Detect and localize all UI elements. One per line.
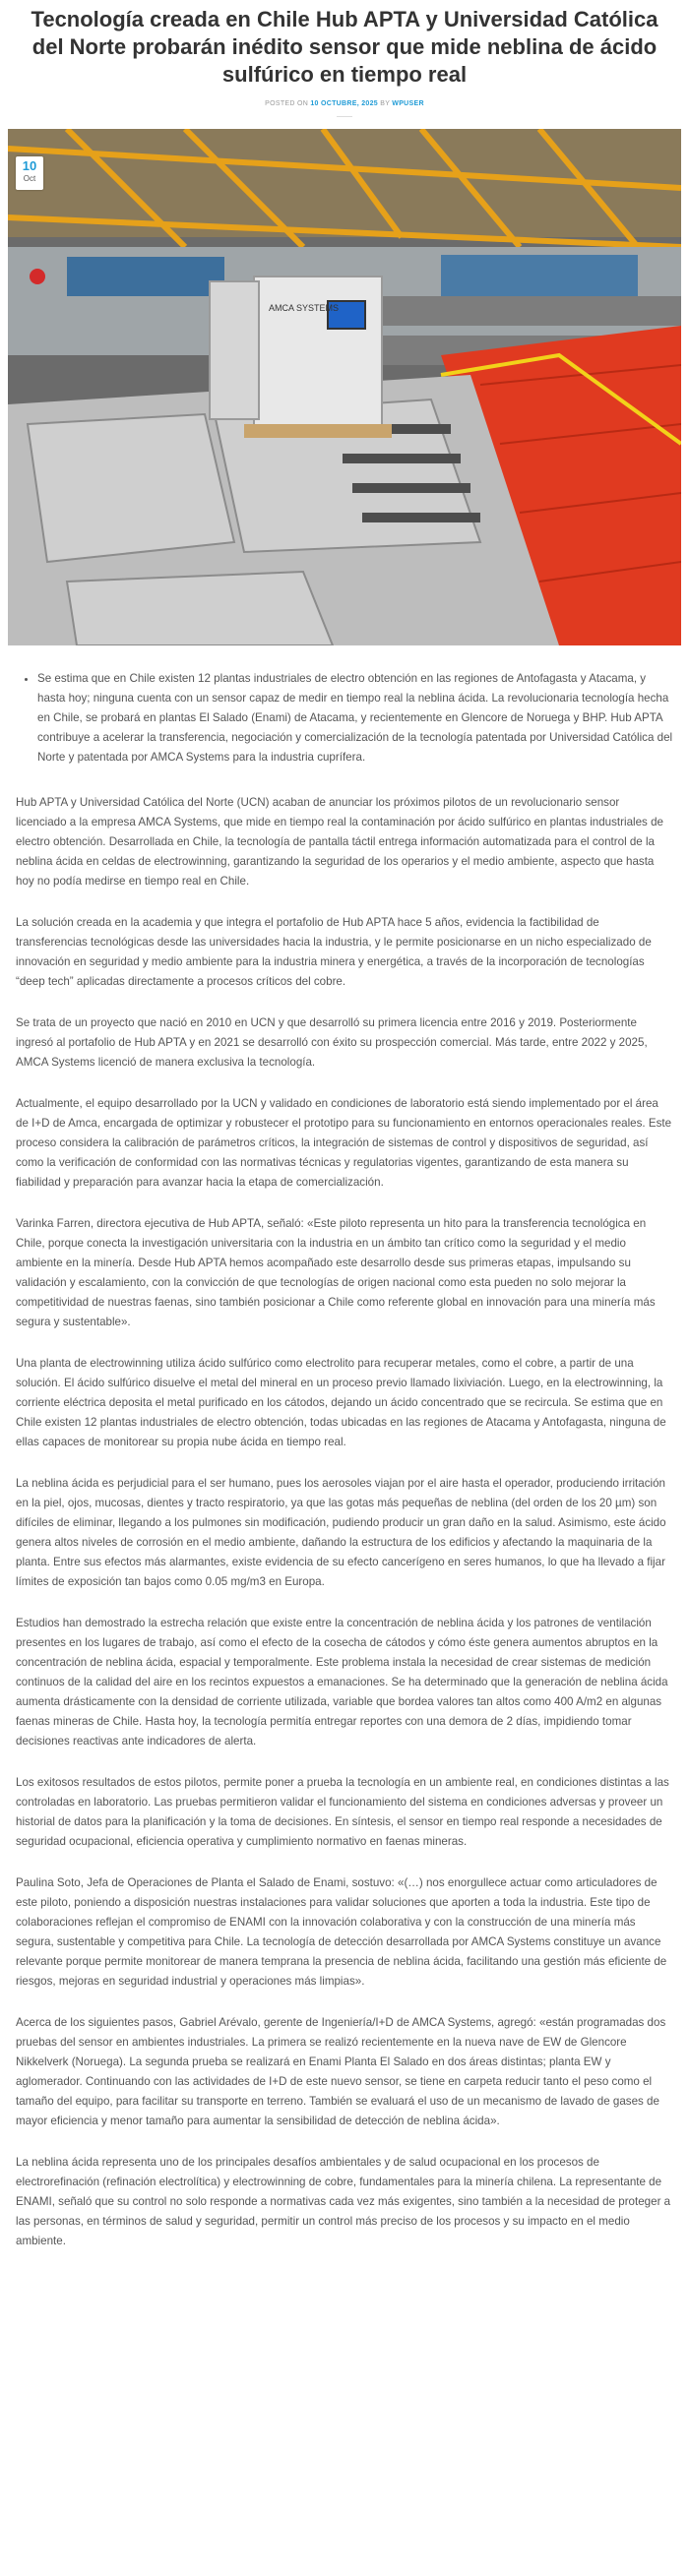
post-meta [0,98,689,110]
paragraph: Se trata de un proyecto que nació en 2010 en UCN y que desarrolló su primera licencia entre 2016 y 2019. Posteriormente ingresó al portafolio de Hub APTA y en 2021 se desarrolló con éxito su prospección comercial. Más tarde, entre 2022 y 2025, AMCA Systems licenció de manera exclusiva la tecnología. [16,1016,648,1069]
paragraph: La solución creada en la academia y que integra el portafolio de Hub APTA hace 5 años, evidencia la factibilidad de transferencias tecnológicas desde las universidades hacia la industria, y le permite posicionarse en un nicho especializado de innovación en seguridad y medio ambiente para la industria minera y energética, a través de la incorporación de tecnologías “deep tech” aplicadas directamente a procesos críticos del cobre. [16,916,652,988]
electrowinning-plant-illustration [8,129,681,645]
summary-bullet: • Se estima que en Chile existen 12 plantas industriales de electro obtención en las regiones de Antofagasta y Atacama, y hasta hoy; ninguna cuenta con un sensor capaz de medir en tiempo real la neblina ácida. La revolucionaria tecnología hecha en Chile, se probará en plantas El Salado (Enami) de Atacama, y recientemente en Glencore de Noruega y BHP. Hub APTA contribuye a acelerar la transferencia, negociación y comercialización de la tecnología patentada por Universidad Católica del Norte y patentada por AMCA Systems para la industria cuprífera. [37,669,673,767]
paragraph: Hub APTA y Universidad Católica del Norte (UCN) acaban de anunciar los próximos pilotos de un revolucionario sensor licenciado a la empresa AMCA Systems, que mide en tiempo real la contaminación por ácido sulfúrico en plantas industriales de electro obtención. Desarrollada en Chile, la tecnología de pantalla táctil entrega información automatizada para el control de la neblina ácida en celdas de electrowinning, garantizando la seguridad de los operarios y el medio ambiente, aspecto que hasta hoy no podía medirse en tiempo real en Chile. [16,796,663,888]
sensor-box-label: AMCA SYSTEMS [269,303,340,313]
paragraph: Actualmente, el equipo desarrollado por la UCN y validado en condiciones de laboratorio está siendo implementado por el área de I+D de Amca, encargada de optimizar y robustecer el prototipo para su funcionamiento en entornos operacionales reales. Este proceso considera la calibración de parámetros críticos, la integración de sistemas de control y dispositivos de seguridad, así como la verificación de conformidad con las normativas técnicas y regulatorias vigentes, garantizando de esta manera su fiabilidad y preparación para avanzar hacia la etapa de comercialización. [16,1097,672,1189]
summary-bullets [16,669,673,767]
paragraph: Los exitosos resultados de estos pilotos, permite poner a prueba la tecnología en un ambiente real, en condiciones distintas a las controladas en laboratorio. Las pruebas permitieron validar el funcionamiento del sistema en condiciones adversas y proveer un historial de datos para la planificación y la toma de decisiones. En síntesis, el sensor en tiempo real responde a necesidades de seguridad ocupacional, eficiencia operativa y cumplimiento normativo en faenas mineras. [16,1776,669,1848]
paragraph: La neblina ácida representa uno de los principales desafíos ambientales y de salud ocupacional en los procesos de electrorefinación (refinación electrolítica) y electrowinning de cobre, fundamentales para la minería chilena. La representante de ENAMI, señaló que su control no solo responde a normativas cada vez más exigentes, sino también a la necesidad de proteger a las personas, en términos de salud y seguridad, permitir un control más preciso de los procesos y su impacto en el medio ambiente. [16,2156,671,2247]
paragraph: Varinka Farren, directora ejecutiva de Hub APTA, señaló: «Este piloto representa un hito para la transferencia tecnológica en Chile, porque conecta la investigación universitaria con la industria en un ámbito tan crítico como la seguridad y el medio ambiente en la minería. Desde Hub APTA hemos acompañado este desarrollo desde sus primeras etapas, impulsando su validación y escalamiento, con la convicción de que tecnologías de origen nacional como esta pueden no solo mejorar la competitividad de nuestras faenas, sino también posicionar a Chile como referente global en innovación para una minería más segura y sustentable». [16,1217,656,1328]
post-author-link[interactable]: WPUSER [392,100,424,107]
paragraph: La neblina ácida es perjudicial para el ser humano, pues los aerosoles viajan por el aire hasta el operador, produciendo irritación en la piel, ojos, mucosas, dientes y tracto respiratorio, ya que las gotas más pequeñas de neblina (del orden de los 20 µm) son difíciles de eliminar, llegando a los pulmones sin modificación, pudiendo producir un gran daño en la salud. Asimismo, este ácido genera altos niveles de corrosión en el medio ambiente, dañando la estructura de los edificios y afectando la maquinaria de la planta. Entre sus efectos más alarmantes, existe evidencia de su efecto cancerígeno en seres humanos, lo que ha llevado a fijar límites de exposición tan bajos como 0.05 mg/m3 en Europa. [16,1477,666,1588]
article-body [0,669,689,2251]
article-title: Tecnología creada en Chile Hub APTA y Universidad Católica del Norte probarán inédito sensor que mide neblina de ácido sulfúrico en tiempo real [31,7,658,87]
paragraph: Paulina Soto, Jefa de Operaciones de Planta el Salado de Enami, sostuvo: «(…) nos enorgullece actuar como articuladores de este piloto, poniendo a disposición nuestras instalaciones para validar soluciones que aporten a toda la industria. Este tipo de colaboraciones reflejan el compromiso de ENAMI con la innovación colaborativa y con la construcción de una minería más segura, sustentable y competitiva para Chile. La tecnología de detección desarrollada por AMCA Systems constituye un avance relevante porque permite monitorear de manera temprana la presencia de neblina ácida, facilitando una gestión más eficiente de riesgos, mejoras en seguridad industrial y operaciones más limpias». [16,1876,667,1988]
post-date-link[interactable]: 10 OCTUBRE, 2025 [310,100,378,107]
posted-on-label: POSTED ON [265,100,309,107]
date-badge [16,156,43,190]
date-badge-day: 10 [22,158,37,173]
date-badge-month: Oct [23,174,36,183]
meta-divider [337,116,352,117]
paragraph: Estudios han demostrado la estrecha relación que existe entre la concentración de neblina ácida y los patrones de ventilación presentes en los lugares de trabajo, así como el efecto de la cosecha de cátodos y cómo éste genera aumentos abruptos en la concentración de neblina ácida, espacial y temporalmente. Este problema instala la necesidad de crear sistemas de medición continuos de la calidad del aire en los recintos expuestos a emanaciones. Se ha determinado que la generación de neblina ácida aumenta drásticamente con la densidad de corriente utilizada, variable que bordea valores tan altos como 400 A/m2 en algunas faenas mineras de Chile. Hasta hoy, la tecnología permitía entregar reportes con una demora de 2 días, impidiendo tomar decisiones reactivas ante indicadores de alerta. [16,1617,668,1748]
paragraph: Acerca de los siguientes pasos, Gabriel Arévalo, gerente de Ingeniería/I+D de AMCA Systems, agregó: «están programadas dos pruebas del sensor en ambientes industriales. La primera se realizó recientemente en la nueva nave de EW de Glencore Nikkelverk (Noruega). La segunda prueba se realizará en Enami Planta El Salado en dos áreas distintas; planta EW y aglomerador. Continuando con las actividades de I+D de este nuevo sensor, se tiene en carpeta reducir tanto el peso como el tamaño del equipo, para facilitar su transporte en terreno. También se evaluará el uso de un mecanismo de lavado de gases de mayor eficiencia y menor tamaño para aumentar la sensibilidad de detección de neblina ácida». [16,2016,666,2127]
paragraph: Una planta de electrowinning utiliza ácido sulfúrico como electrolito para recuperar metales, como el cobre, a partir de una solución. El ácido sulfúrico disuelve el metal del mineral en un proceso previo llamado lixiviación. Luego, en la electrowinning, la corriente eléctrica deposita el metal purificado en los cátodos, dejando un ácido concentrado que se recircula. Se estima que en Chile existen 12 plantas industriales de electro obtención, todas ubicadas en las regiones de Atacama y Antofagasta, ninguna de ellas capaces de monitorear su propia nube ácida en tiempo real. [16,1357,666,1448]
featured-image [8,129,681,645]
by-label: BY [380,100,391,107]
